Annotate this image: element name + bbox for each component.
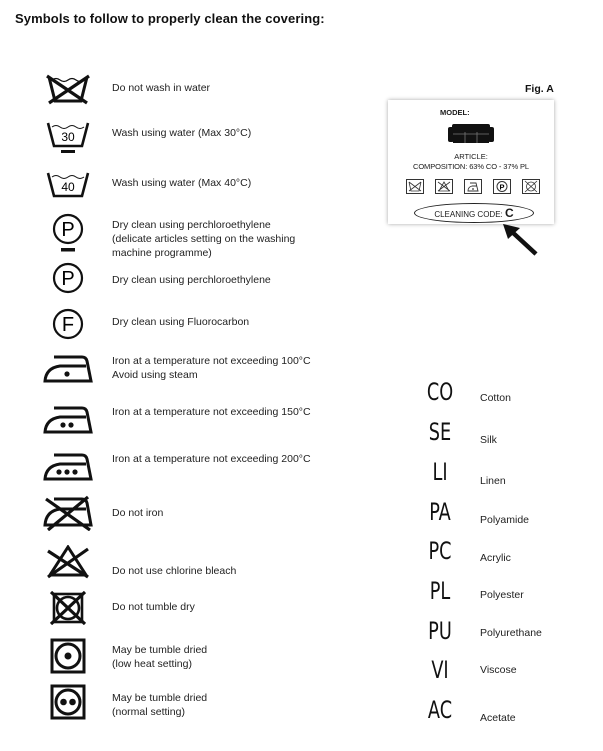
figure-label: Fig. A	[525, 83, 554, 95]
description-line: Do not use chlorine bleach	[112, 565, 237, 577]
fiber-name: Cotton	[480, 392, 511, 404]
description-line: Dry clean using perchloroethylene	[112, 274, 271, 286]
tumble-dry-low-icon	[40, 638, 96, 674]
svg-text:P: P	[499, 182, 505, 192]
dry-clean-p-delicate-icon	[40, 212, 96, 254]
dry-clean-p-icon	[40, 261, 96, 295]
fiber-name: Polyester	[480, 589, 524, 601]
description-line: machine programme)	[112, 247, 212, 259]
symbol-description	[112, 452, 311, 466]
fiber-code: SE	[428, 418, 452, 446]
description-line: (normal setting)	[112, 706, 185, 718]
temperature-value: 40	[61, 180, 75, 194]
no-chlorine-bleach-icon	[40, 545, 96, 579]
description-line: May be tumble dried	[112, 692, 208, 704]
model-label: MODEL:	[440, 108, 470, 117]
cleaning-code-value: C	[505, 206, 514, 220]
wash-40-icon	[40, 170, 96, 200]
description-line: Iron at a temperature not exceeding 200°C	[112, 453, 311, 465]
page-title: Symbols to follow to properly clean the covering:	[15, 11, 325, 26]
cleaning-code	[414, 203, 534, 223]
symbol-description	[112, 600, 195, 614]
mini-do-not-tumble-dry-icon	[522, 179, 540, 194]
mini-no-bleach-icon	[435, 179, 453, 194]
symbol-description	[112, 273, 271, 287]
symbol-description	[112, 643, 207, 671]
symbol-description	[112, 126, 251, 140]
description-line: Iron at a temperature not exceeding 150°C	[112, 406, 311, 418]
fiber-name: Polyamide	[480, 514, 530, 526]
iron-1-dot-icon	[40, 354, 96, 384]
dry-clean-letter: P	[61, 219, 75, 241]
description-line: May be tumble dried	[112, 644, 208, 656]
fiber-name: Silk	[480, 434, 497, 446]
symbol-description	[112, 405, 311, 419]
description-line: (low heat setting)	[112, 658, 192, 670]
fiber-code: PL	[429, 577, 451, 605]
cleaning-code-label: CLEANING CODE:	[434, 210, 503, 219]
fiber-code: PC	[428, 537, 452, 565]
dry-clean-letter: F	[61, 314, 75, 336]
sofa-icon	[448, 122, 494, 149]
fiber-code: CO	[426, 378, 454, 406]
mini-do-not-wash-icon	[406, 179, 424, 194]
symbol-description	[112, 506, 163, 520]
symbol-description	[112, 81, 210, 95]
fiber-name: Polyurethane	[480, 627, 542, 639]
composition-text: COMPOSITION: 63% CO - 37% PL	[413, 162, 529, 171]
description-line: Dry clean using perchloroethylene	[112, 219, 271, 231]
description-line: Do not iron	[112, 507, 164, 519]
fiber-code: VI	[431, 656, 449, 684]
description-line: Iron at a temperature not exceeding 100°C	[112, 355, 311, 367]
iron-3-dots-icon	[40, 452, 96, 482]
iron-2-dots-icon	[40, 405, 96, 435]
do-not-iron-icon	[40, 495, 96, 531]
description-line: Wash using water (Max 30°C)	[112, 127, 252, 139]
symbol-description	[112, 691, 207, 719]
description-line: Wash using water (Max 40°C)	[112, 177, 252, 189]
care-label-figure	[388, 100, 554, 224]
dry-clean-letter: P	[61, 268, 75, 290]
arrow-icon	[500, 222, 540, 263]
symbol-description	[112, 218, 295, 260]
do-not-wash-icon	[40, 73, 96, 105]
fiber-name: Linen	[480, 475, 506, 487]
temperature-value: 30	[61, 130, 75, 144]
wash-30-icon	[40, 120, 96, 156]
symbol-description	[112, 176, 251, 190]
fiber-code: PA	[429, 498, 451, 526]
dry-clean-f-icon	[40, 307, 96, 341]
label-symbols-row	[406, 179, 540, 194]
do-not-tumble-dry-icon	[40, 591, 96, 625]
fiber-name: Acetate	[480, 712, 516, 724]
description-line: Avoid using steam	[112, 369, 198, 381]
symbol-description	[112, 354, 311, 382]
symbol-description	[112, 315, 249, 329]
tumble-dry-normal-icon	[40, 684, 96, 720]
article-label: ARTICLE:	[454, 152, 488, 161]
description-line: Dry clean using Fluorocarbon	[112, 316, 250, 328]
fiber-name: Viscose	[480, 664, 517, 676]
fiber-code: PU	[428, 617, 452, 645]
symbol-description	[112, 564, 236, 578]
description-line: Do not wash in water	[112, 82, 211, 94]
mini-dry-clean-p-icon	[493, 179, 511, 194]
fiber-name: Acrylic	[480, 552, 511, 564]
mini-iron-icon	[464, 179, 482, 194]
fiber-code: AC	[427, 696, 453, 724]
description-line: (delicate articles setting on the washing	[112, 233, 296, 245]
description-line: Do not tumble dry	[112, 601, 195, 613]
fiber-code: LI	[432, 458, 448, 486]
